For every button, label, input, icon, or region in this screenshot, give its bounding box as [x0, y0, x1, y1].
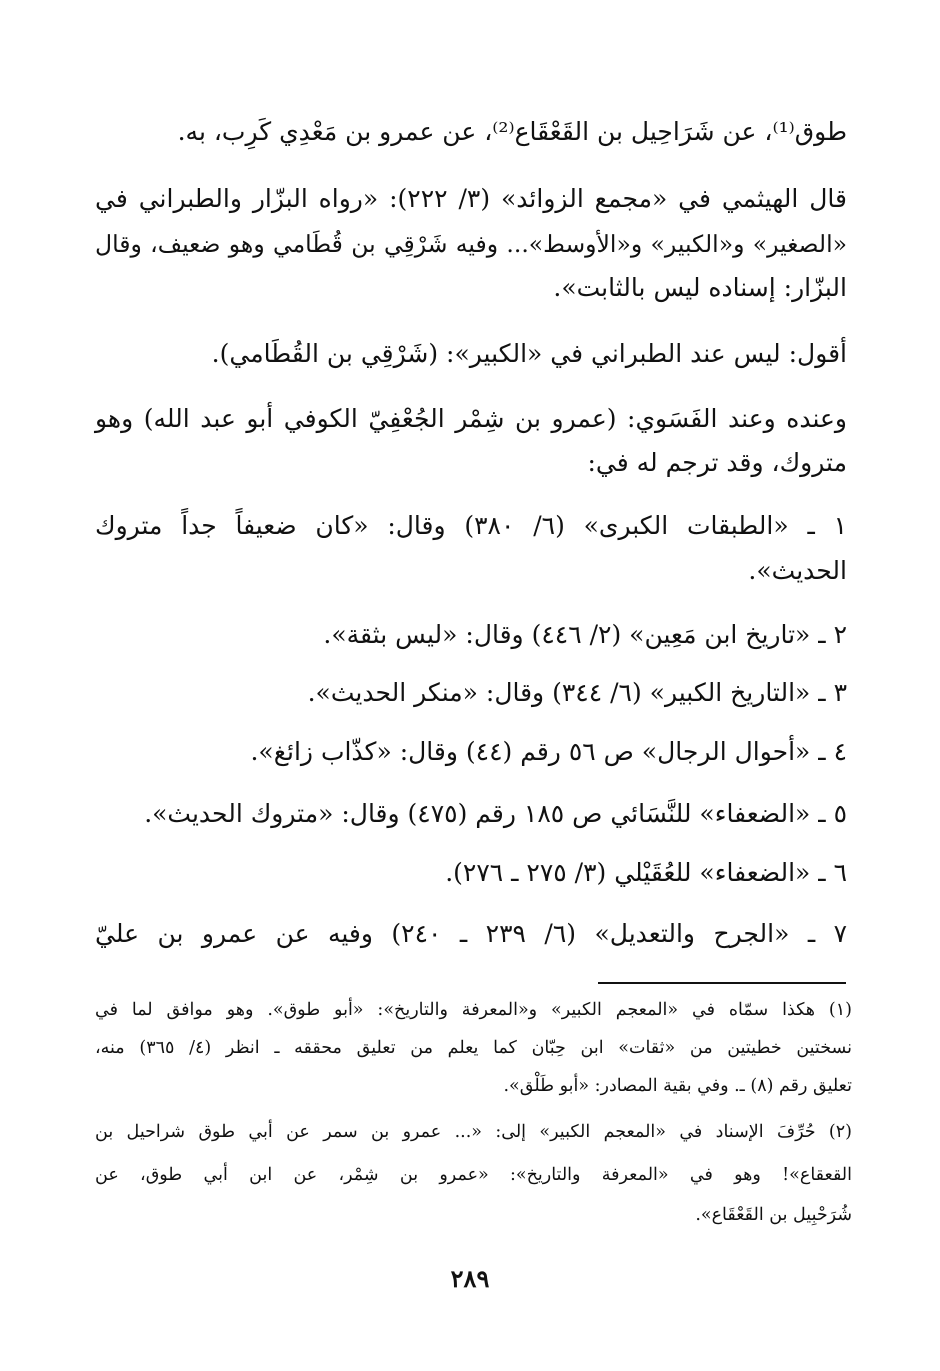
text-line-7: متروك، وقد ترجم له في: — [587, 448, 847, 477]
text-line-5: أقول: ليس عند الطبراني في «الكبير»: (شَرْقِي بن القُطَامي). — [211, 339, 847, 368]
text-line-4: البزّار: إسناده ليس بالثابت». — [553, 273, 847, 302]
list-item-3: ٣ ـ «التاريخ الكبير» (٦/ ٣٤٤) وقال: «منكر الحديث». — [307, 678, 847, 707]
text-line-1: طوق⁽¹⁾، عن شَرَاحِيل بن القَعْقَاع⁽²⁾، عن عمرو بن مَعْدِي كَرِب، به. — [177, 117, 847, 146]
list-item-7: ٧ ـ «الجرح والتعديل» (٦/ ٢٣٩ ـ ٢٤٠) وفيه عن عمرو بن عليّ — [95, 919, 848, 948]
text-line-2: قال الهيثمي في «مجمع الزوائد» (٣/ ٢٢٢): «رواه البزّار والطبراني في — [95, 184, 847, 213]
footnote-separator — [598, 982, 846, 984]
footnote-2-line-3: شُرَحْبِيل بن القَعْقَاع». — [695, 1205, 852, 1225]
text-line-6: وعنده وعند الفَسَوي: (عمرو بن شِمْر الجُعْفِيّ الكوفي أبو عبد الله) وهو — [95, 404, 847, 433]
list-item-4: ٤ ـ «أحوال الرجال» ص ٥٦ رقم (٤٤) وقال: «كذّاب زائغ». — [250, 737, 847, 766]
list-item-5: ٥ ـ «الضعفاء» للنَّسَائي ص ١٨٥ رقم (٤٧٥) وقال: «متروك الحديث». — [144, 799, 847, 828]
list-item-1-continuation: الحديث». — [748, 556, 847, 585]
list-item-2: ٢ ـ «تاريخ ابن مَعِين» (٢/ ٤٤٦) وقال: «ليس بثقة». — [323, 620, 847, 649]
list-item-6: ٦ ـ «الضعفاء» للعُقَيْلي (٣/ ٢٧٥ ـ ٢٧٦). — [445, 858, 847, 887]
list-item-1: ١ ـ «الطبقات الكبرى» (٦/ ٣٨٠) وقال: «كان ضعيفاً جداً متروك — [95, 511, 847, 540]
text-line-3: «الصغير» و«الكبير» و«الأوسط»... وفيه شَرْقِي بن قُطَامي وهو ضعيف، وقال — [95, 230, 847, 258]
footnote-1-line-2: نسختين خطيتين من «ثقات» ابن حِبّان كما يعلم من تعليق محققه ـ انظر (٤/ ٣٦٥) منه، — [95, 1038, 852, 1058]
footnote-2-line-1: (٢) حُرِّفَ الإسناد في «المعجم الكبير» إلى: «... عمرو بن سمر عن أبي طوق شراحيل بن — [95, 1122, 852, 1142]
page-number: ٢٨٩ — [450, 1264, 490, 1293]
footnote-1-line-1: (١) هكذا سمّاه في «المعجم الكبير» و«المعرفة والتاريخ»: «أبو طوق». وهو موافق لما في — [95, 1000, 852, 1020]
footnote-2-line-2: القعقاع»! وهو في «المعرفة والتاريخ»: «عمرو بن شِمْر، عن ابن أبي طوق، عن — [95, 1165, 852, 1185]
footnote-1-line-3: تعليق رقم (٨) ـ. وفي بقية المصادر: «أبو طَلْق». — [503, 1076, 852, 1096]
